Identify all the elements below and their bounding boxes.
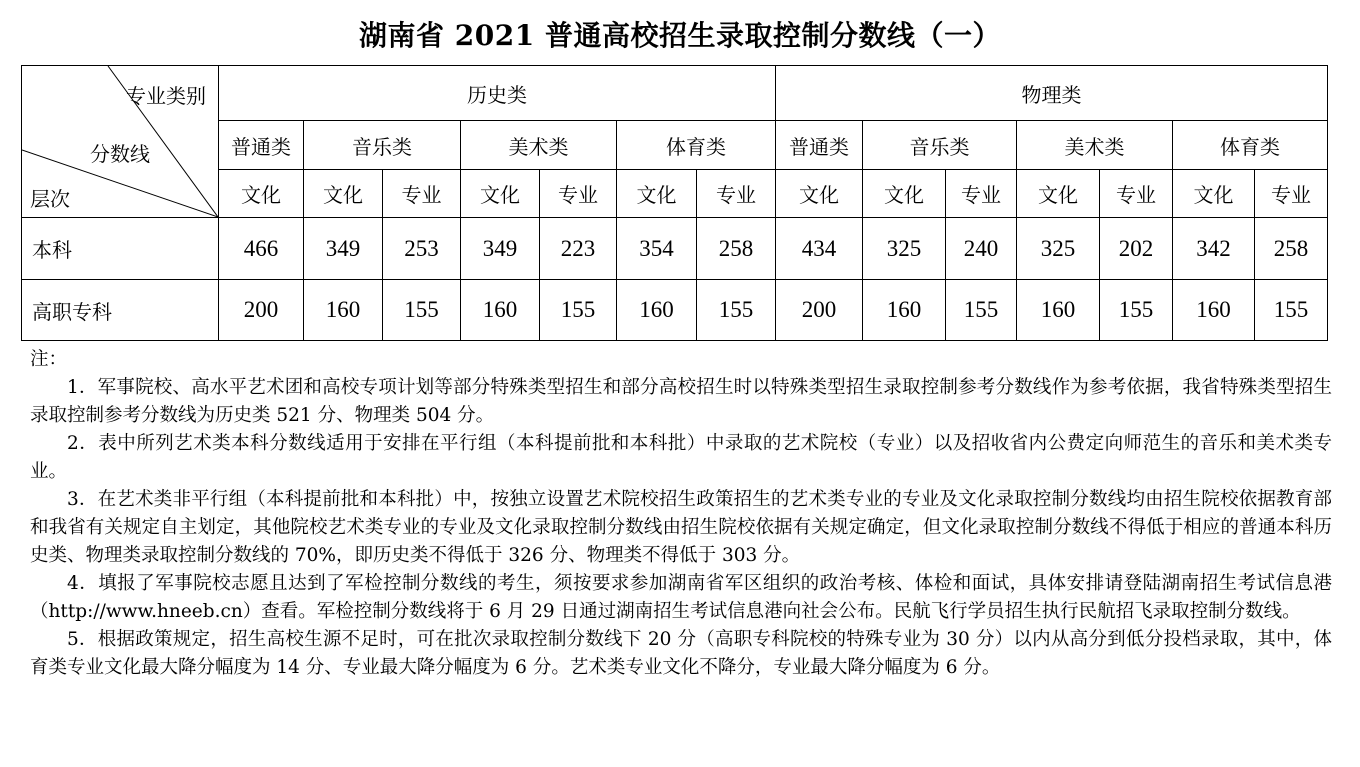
category-header: 普通类: [219, 121, 304, 169]
score-cell: 160: [1017, 280, 1100, 341]
category-header: 体育类: [617, 121, 776, 169]
score-cell: 466: [219, 218, 304, 280]
score-cell: 200: [219, 280, 304, 341]
note-item-2: 2．表中所列艺术类本科分数线适用于安排在平行组（本科提前批和本科批）中录取的艺术院校（专业）以及招收省内公费定向师范生的音乐和美术类专业。: [30, 433, 1332, 482]
subhead-cell: 文化: [461, 169, 540, 217]
score-cell: 253: [383, 218, 461, 280]
category-header: 音乐类: [304, 121, 461, 169]
corner-label-level: 层次: [30, 187, 70, 211]
notes-section: [30, 346, 1332, 682]
category-header: 音乐类: [863, 121, 1017, 169]
score-cell: 155: [1255, 280, 1328, 341]
score-cell: 160: [617, 280, 697, 341]
subhead-cell: 文化: [863, 169, 946, 217]
score-cell: 155: [946, 280, 1017, 341]
score-cell: 223: [540, 218, 617, 280]
subhead-cell: 专业: [540, 169, 617, 217]
note-item-4: 4．填报了军事院校志愿且达到了军检控制分数线的考生，须按要求参加湖南省军区组织的政治考核、体检和面试，具体安排请登陆湖南招生考试信息港（http://www.hneeb.cn）查看。军检控制分数线将于 6 月 29 日通过湖南招生考试信息港向社会公布。民航飞行学员招生执行民航招飞录取控制分数线。: [30, 573, 1332, 622]
note-item-5: 5．根据政策规定，招生高校生源不足时，可在批次录取控制分数线下 20 分（高职专科院校的特殊专业为 30 分）以内从高分到低分投档录取，其中，体育类专业文化最大降分幅度为 14 分、专业最大降分幅度为 6 分。艺术类专业文化不降分，专业最大降分幅度为 6 分。: [30, 629, 1332, 678]
page-title: 湖南省 2021 普通高校招生录取控制分数线（一）: [359, 19, 1001, 52]
score-cell: 325: [863, 218, 946, 280]
score-cell: 160: [461, 280, 540, 341]
score-cell: 349: [304, 218, 383, 280]
subhead-cell: 文化: [304, 169, 383, 217]
subhead-cell: 文化: [219, 169, 304, 217]
table-row-vocational: [22, 280, 1328, 341]
corner-label-category: 专业类别: [126, 84, 206, 108]
score-cell: 160: [1173, 280, 1255, 341]
score-cell: 200: [776, 280, 863, 341]
score-cell: 258: [1255, 218, 1328, 280]
subhead-cell: 专业: [697, 169, 776, 217]
subhead-cell: 文化: [617, 169, 697, 217]
table-row-undergraduate: [22, 218, 1328, 280]
score-cell: 240: [946, 218, 1017, 280]
corner-label-score: 分数线: [90, 142, 150, 166]
score-cell: 160: [304, 280, 383, 341]
score-cell: 155: [1100, 280, 1173, 341]
subhead-cell: 专业: [383, 169, 461, 217]
score-cell: 349: [461, 218, 540, 280]
score-table: [21, 65, 1328, 341]
score-cell: 434: [776, 218, 863, 280]
score-cell: 155: [383, 280, 461, 341]
score-cell: 325: [1017, 218, 1100, 280]
row-label: 高职专科: [22, 280, 219, 341]
group-header-physics: 物理类: [776, 66, 1328, 121]
score-cell: 160: [863, 280, 946, 341]
notes-heading: 注：: [30, 349, 68, 370]
subhead-cell: 专业: [1255, 169, 1328, 217]
subhead-cell: 文化: [1017, 169, 1100, 217]
subhead-cell: 文化: [1173, 169, 1255, 217]
subhead-cell: 专业: [946, 169, 1017, 217]
subhead-cell: 专业: [1100, 169, 1173, 217]
score-cell: 202: [1100, 218, 1173, 280]
group-header-history: 历史类: [219, 66, 776, 121]
note-item-3: 3．在艺术类非平行组（本科提前批和本科批）中，按独立设置艺术院校招生政策招生的艺术类专业的专业及文化录取控制分数线均由招生院校依据教育部和我省有关规定自主划定，其他院校艺术类专业的专业及文化录取控制分数线由招生院校依据有关规定确定，但文化录取控制分数线不得低于相应的普通本科历史类、物理类录取控制分数线的 70%，即历史类不得低于 326 分、物理类不得低于 303 分。: [30, 489, 1332, 566]
category-header: 美术类: [461, 121, 617, 169]
category-header: 普通类: [776, 121, 863, 169]
table-corner-header: [22, 66, 219, 218]
row-label: 本科: [22, 218, 219, 280]
subhead-cell: 文化: [776, 169, 863, 217]
score-cell: 354: [617, 218, 697, 280]
score-cell: 258: [697, 218, 776, 280]
score-cell: 155: [540, 280, 617, 341]
note-item-1: 1．军事院校、高水平艺术团和高校专项计划等部分特殊类型招生和部分高校招生时以特殊类型招生录取控制参考分数线作为参考依据，我省特殊类型招生录取控制参考分数线为历史类 521 分、物理类 504 分。: [30, 377, 1332, 426]
score-cell: 155: [697, 280, 776, 341]
category-header: 体育类: [1173, 121, 1328, 169]
score-cell: 342: [1173, 218, 1255, 280]
category-header: 美术类: [1017, 121, 1173, 169]
